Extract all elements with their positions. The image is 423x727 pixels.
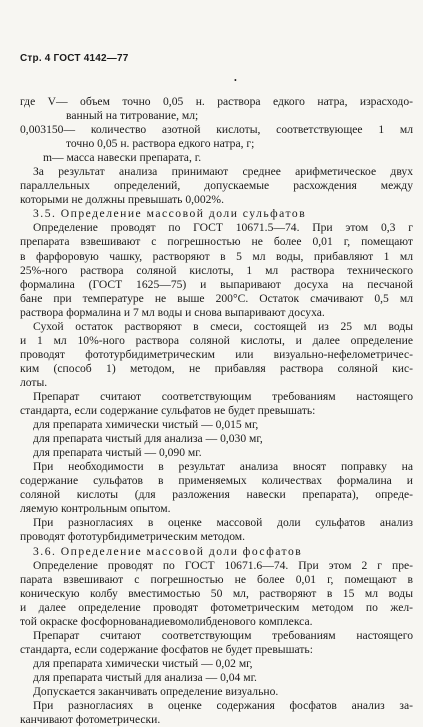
text-line: Определение проводят по ГОСТ 10671.6—74. При этом 2 г пре- (33, 558, 413, 572)
body-text (20, 95, 413, 727)
text-line: ким (способ 1) методом, не прибавляя раствора соляной кис- (20, 361, 413, 375)
text-line: коническую колбу вместимостью 50 мл, растворяют в 15 мл воды (20, 586, 413, 600)
text-line: стандарта, если содержание сульфатов не будет превышать: (20, 404, 316, 418)
text-line: Сухой остаток растворяют в смеси, состоящей из 25 мл воды (33, 319, 413, 333)
text-line: препарата взвешивают с погрешностью не более 0,01 г, помещают (20, 235, 413, 249)
text-line: и далее определение проводят фотометрическим методом по жел- (20, 600, 413, 614)
text-line: параллельных определений, допускаемые расхождения между (20, 179, 413, 193)
text-line: Допускается заканчивать определение визуально. (33, 684, 279, 698)
text-line: для препарата чистый для анализа — 0,04 мг. (33, 670, 257, 684)
text-line: соляной кислоты (для разложения навески препарата), опреде- (20, 488, 413, 502)
text-line: ванный на титрование, мл; (66, 109, 199, 123)
text-line: m— масса навески препарата, г. (43, 151, 202, 165)
text-line: ляемую контрольным опытом. (20, 502, 171, 516)
text-line: для препарата чистый — 0,090 мг. (33, 446, 202, 460)
text-line: в фарфоровую чашку, растворяют в 5 мл воды, прибавляют 1 мл (20, 249, 413, 263)
text-line: для препарата чистый для анализа — 0,030 мг, (33, 432, 263, 446)
text-line: проводят фототурбидиметрическим методом. (20, 530, 246, 544)
section-heading: 3.6. Определение массовой доли фосфатов (33, 544, 303, 558)
text-line: раствора формалина и 7 мл воды и снова выпаривают досуха. (20, 305, 325, 319)
text-line: парата взвешивают с погрешностью не более 0,01 г, помещают в (20, 572, 413, 586)
text-line: и 1 мл 10%-ного раствора соляной кислоты, и далее определение (20, 333, 413, 347)
text-line: точно 0,05 н. раствора едкого натра, г; (66, 137, 255, 151)
text-line: для препарата химически чистый — 0,015 мг, (33, 418, 259, 432)
text-line: канчивают фотометрически. (20, 713, 161, 727)
text-line: При необходимости в результат анализа вносят поправку на (33, 460, 413, 474)
page-header: Стр. 4 ГОСТ 4142—77 (20, 53, 129, 64)
text-line: 0,003150— количество азотной кислоты, соответствующее 1 мл (20, 123, 413, 137)
text-line: При разногласиях в оценке массовой доли сульфатов анализ (33, 516, 413, 530)
text-line: лоты. (20, 375, 48, 389)
text-line: той окраске фосфорнованадиевомолибденового комплекса. (20, 614, 313, 628)
printer-dot: • (234, 76, 237, 85)
text-line: которыми не должны превышать 0,002%. (20, 193, 224, 207)
text-line: Определение проводят по ГОСТ 10671.5—74. При этом 0,3 г (33, 221, 413, 235)
text-line: Препарат считают соответствующим требованиям настоящего (33, 628, 413, 642)
text-line: За результат анализа принимают среднее арифметическое двух (33, 165, 413, 179)
text-line: для препарата химически чистый — 0,02 мг, (33, 656, 253, 670)
text-line: Препарат считают соответствующим требованиям настоящего (33, 389, 413, 403)
section-heading: 3.5. Определение массовой доли сульфатов (33, 207, 307, 221)
text-line: 25%-ного раствора соляной кислоты, 1 мл раствора технического (20, 263, 413, 277)
text-line: При разногласиях в оценке содержания фосфатов анализ за- (33, 699, 413, 713)
text-line: где V— объем точно 0,05 н. раствора едкого натра, израсходо- (20, 95, 413, 108)
text-line: бане при температуре не выше 200°С. Остаток смачивают 0,5 мл (20, 291, 413, 305)
text-line: содержание сульфатов в применяемых количествах формалина и (20, 474, 413, 488)
text-line: стандарта, если содержание фосфатов не будет превышать: (20, 642, 313, 656)
text-line: формалина (ГОСТ 1625—75) и выпаривают досуха на песчаной (20, 277, 413, 291)
text-line: проводят фототурбидиметрическим или визуально-нефелометричес- (20, 347, 413, 361)
